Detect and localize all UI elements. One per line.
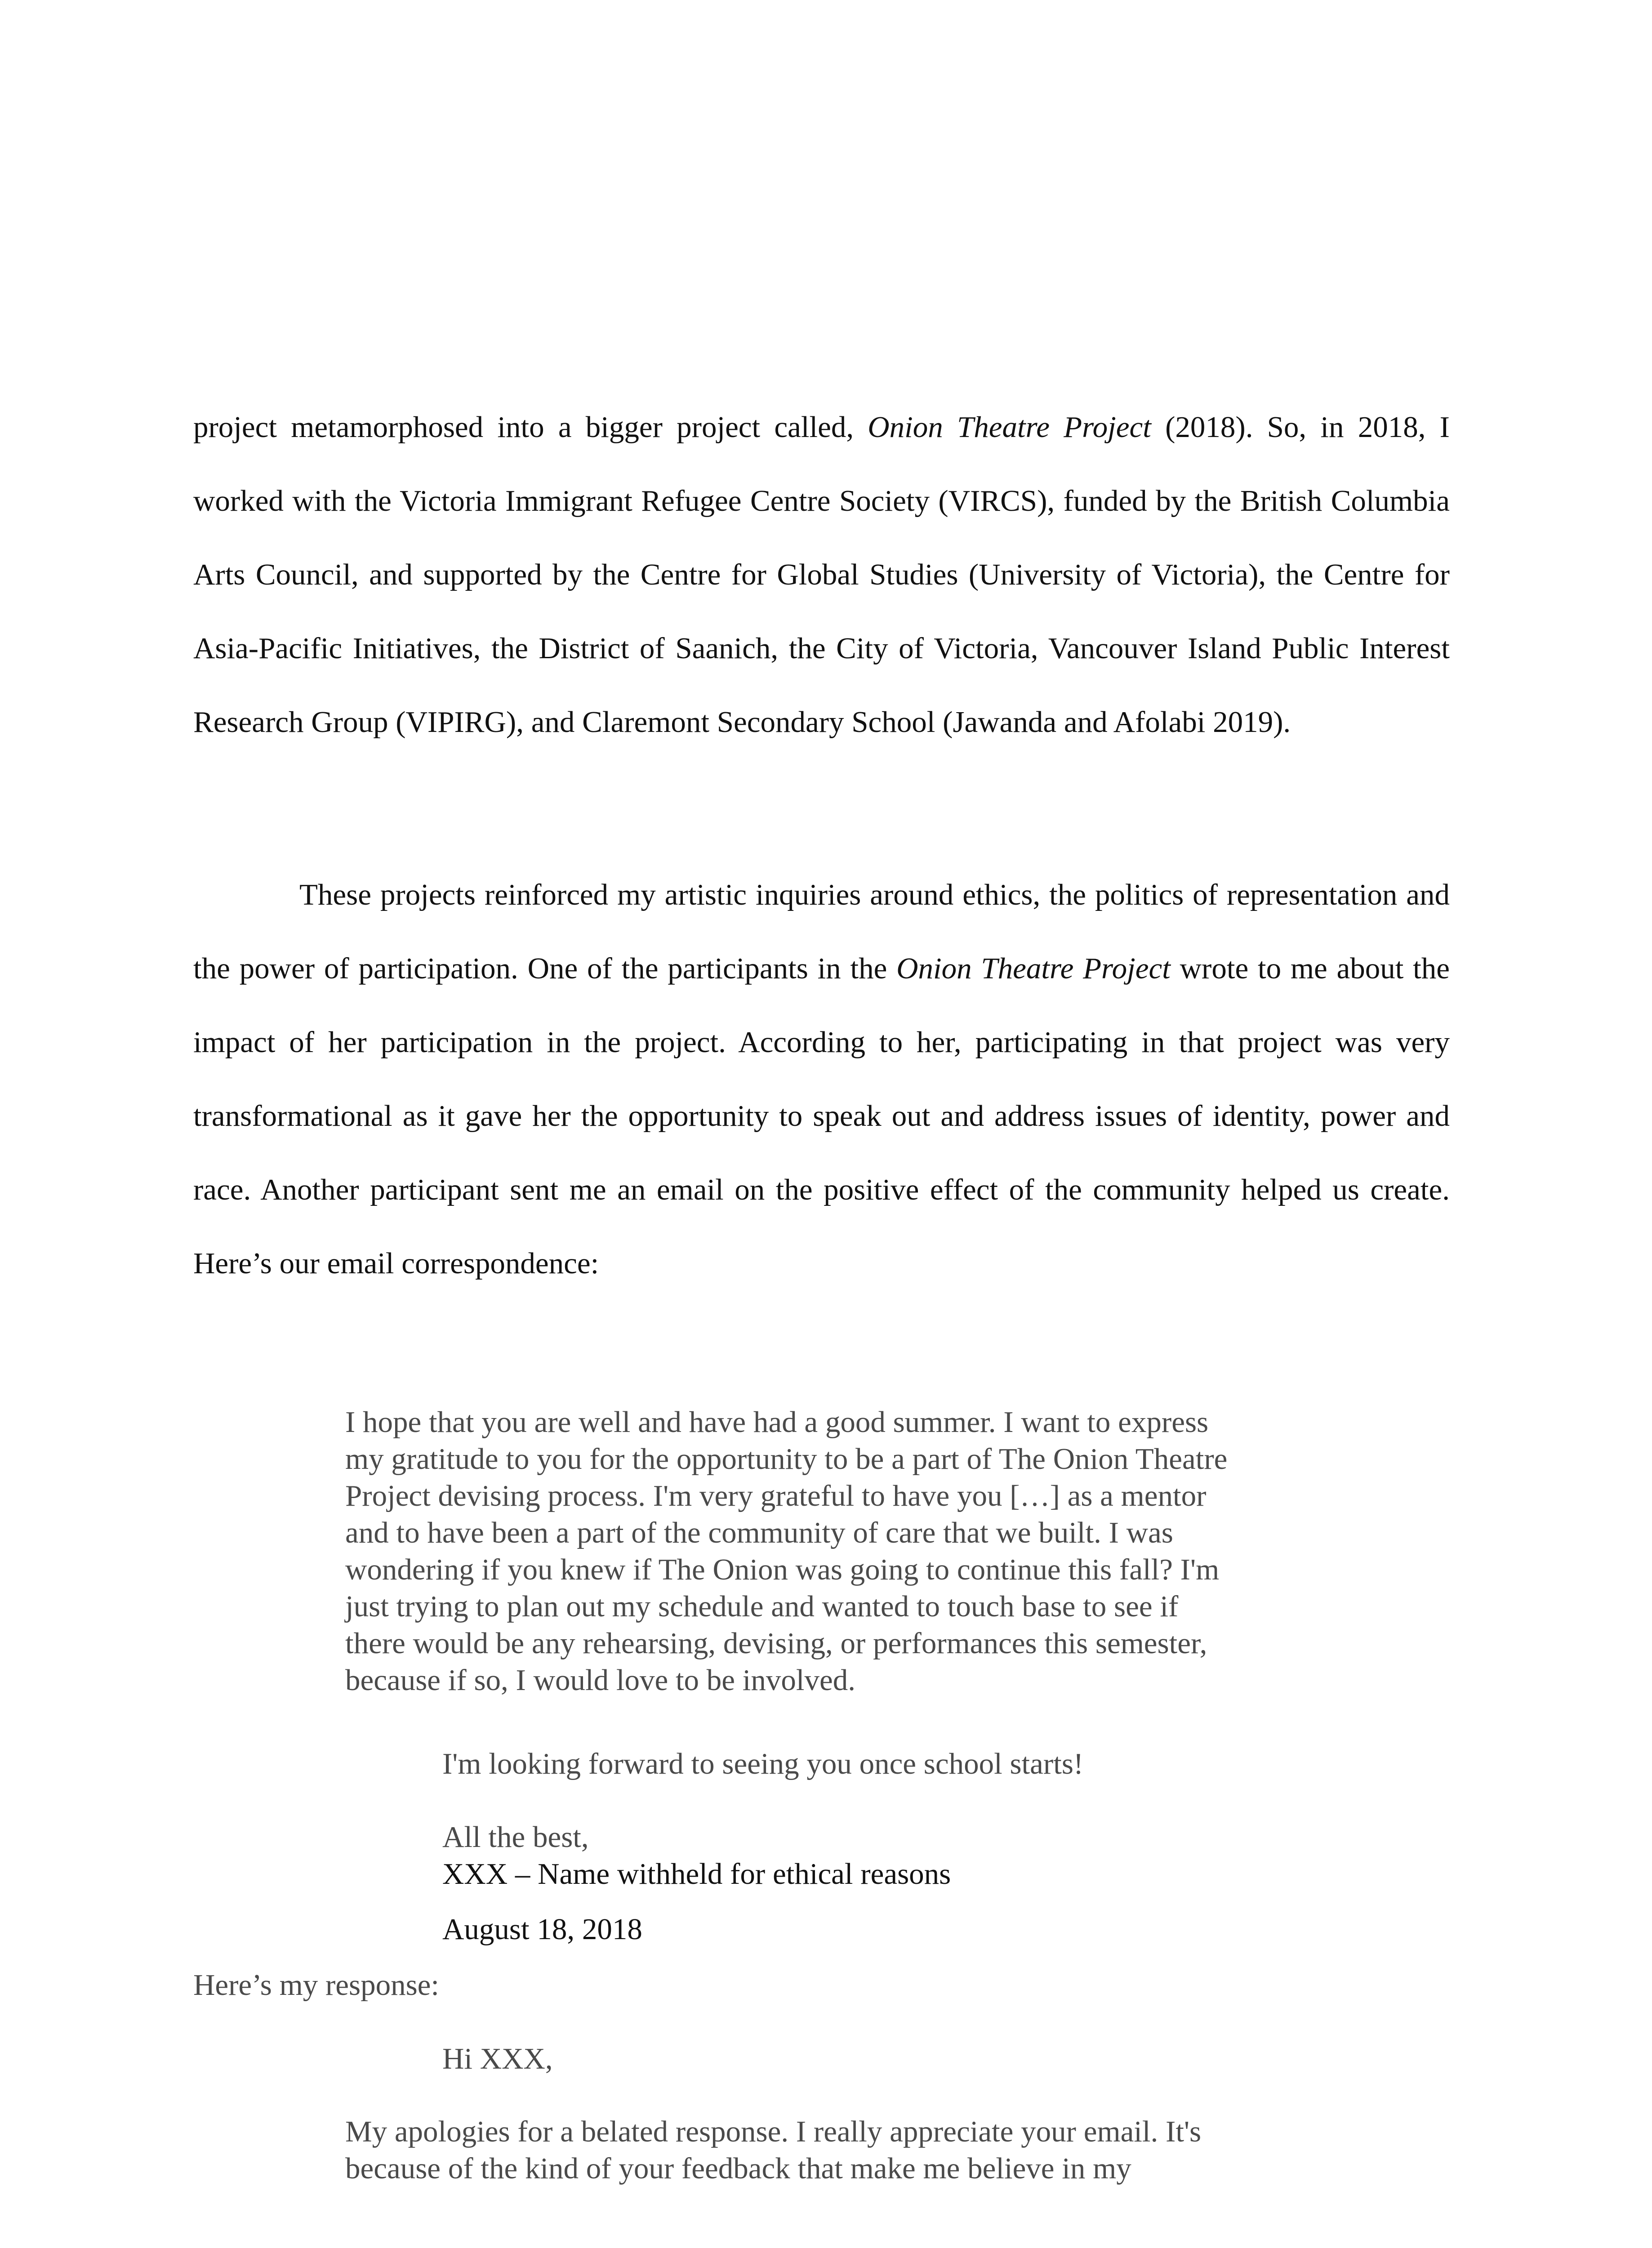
quote-line: and to have been a part of the community of care that we built. I was <box>345 1516 1173 1549</box>
email-signoff: All the best, <box>442 1820 589 1854</box>
body-paragraph-1 <box>193 390 1450 759</box>
quote-line: my gratitude to you for the opportunity to be a part of The Onion Theatre <box>345 1442 1228 1476</box>
quote-line: wondering if you knew if The Onion was going to continue this fall? I'm <box>345 1553 1220 1586</box>
quote-line: Project devising process. I'm very grateful to have you […] as a mentor <box>345 1479 1207 1512</box>
email-quote-1 <box>345 1404 1316 1699</box>
paragraph-text: These projects reinforced my artistic inquiries around ethics, the politics of representation and the power of participation. One of the participants in the <box>193 878 1450 985</box>
response-label: Here’s my response: <box>193 1968 440 2002</box>
email-greeting: Hi XXX, <box>442 2042 553 2075</box>
quote-line: because if so, I would love to be involved. <box>345 1664 856 1697</box>
quote-line: because of the kind of your feedback that make me believe in my <box>345 2152 1131 2185</box>
email-looking-forward: I'm looking forward to seeing you once school starts! <box>442 1747 1084 1780</box>
italic-title: Onion Theatre Project <box>896 952 1171 985</box>
email-quote-2 <box>345 2113 1316 2187</box>
paragraph-text: wrote to me about the impact of her participation in the project. According to her, participating in that project was very transformational as it gave her the opportunity to speak out and address issues of identity, power and race. Another participant sent me an email on the positive effect of the community helped us create. Here’s our email correspondence: <box>193 952 1450 1280</box>
quote-line: My apologies for a belated response. I really appreciate your email. It's <box>345 2115 1202 2148</box>
paragraph-text: (2018). So, in 2018, I worked with the Victoria Immigrant Refugee Centre Society (VIRCS), funded by the British Columbia Arts Council, and supported by the Centre for Global Studies (University of Victoria), the Centre for Asia-Pacific Initiatives, the District of Saanich, the City of Victoria, Vancouver Island Public Interest Research Group (VIPIRG), and Claremont Secondary School (Jawanda and Afolabi 2019). <box>193 410 1450 739</box>
quote-line: there would be any rehearsing, devising, or performances this semester, <box>345 1627 1207 1660</box>
italic-title: Onion Theatre Project <box>868 410 1151 444</box>
email-sender-name: XXX – Name withheld for ethical reasons <box>442 1857 951 1891</box>
paragraph-text: project metamorphosed into a bigger project called, <box>193 410 868 444</box>
email-date: August 18, 2018 <box>442 1913 642 1946</box>
quote-line: just trying to plan out my schedule and wanted to touch base to see if <box>345 1590 1179 1623</box>
body-paragraph-2 <box>193 858 1450 1300</box>
quote-line: I hope that you are well and have had a good summer. I want to express <box>345 1405 1209 1439</box>
